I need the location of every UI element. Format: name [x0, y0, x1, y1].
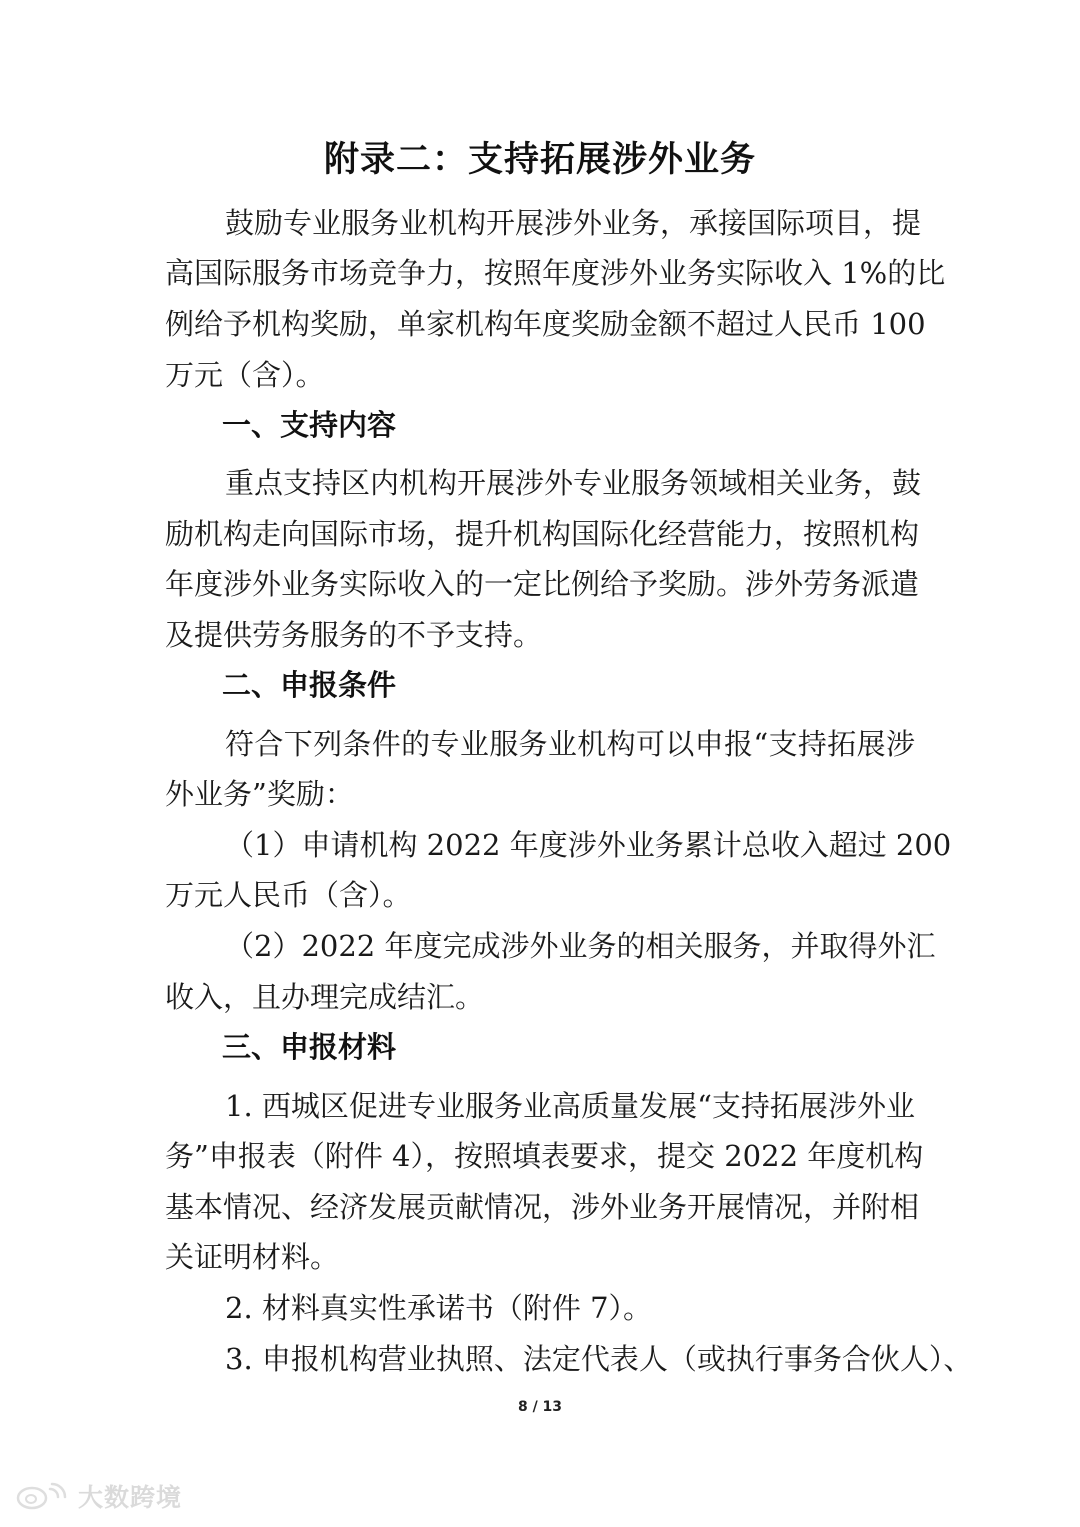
section1-line-1: 重点支持区内机构开展涉外专业服务领域相关业务，鼓 — [225, 466, 922, 500]
section2-line-5: （2）2022 年度完成涉外业务的相关服务，并取得外汇 — [225, 929, 936, 963]
intro-line-1: 鼓励专业服务业机构开展涉外业务，承接国际项目，提 — [225, 206, 922, 240]
section3-line-4: 关证明材料。 — [165, 1240, 340, 1274]
intro-line-4: 万元（含）。 — [165, 358, 325, 392]
watermark — [14, 1478, 182, 1514]
section2-line-2: 外业务”奖励： — [165, 777, 354, 811]
section-heading-1: 一、支持内容 — [222, 408, 397, 442]
page-number: 8 / 13 — [517, 1399, 563, 1415]
section1-line-4: 及提供劳务服务的不予支持。 — [165, 618, 543, 652]
section3-line-2: 务”申报表（附件 4），按照填表要求，提交 2022 年度机构 — [165, 1139, 924, 1173]
section2-line-6: 收入，且办理完成结汇。 — [165, 980, 485, 1014]
section2-line-3: （1）申请机构 2022 年度涉外业务累计总收入超过 200 — [225, 828, 952, 862]
section-heading-2: 二、申报条件 — [222, 668, 397, 702]
section3-line-5: 2. 材料真实性承诺书（附件 7）。 — [225, 1291, 653, 1325]
section2-line-1: 符合下列条件的专业服务业机构可以申报“支持拓展涉 — [225, 727, 915, 761]
section2-line-4: 万元人民币（含）。 — [165, 878, 412, 912]
intro-line-2: 高国际服务市场竞争力，按照年度涉外业务实际收入 1%的比 — [165, 256, 946, 290]
section1-line-3: 年度涉外业务实际收入的一定比例给予奖励。涉外劳务派遣 — [165, 567, 920, 601]
watermark-text: 大数跨境 — [78, 1483, 183, 1512]
weibo-logo-icon — [14, 1481, 70, 1511]
intro-line-3: 例给予机构奖励，单家机构年度奖励金额不超过人民币 100 — [165, 307, 926, 341]
section3-line-6: 3. 申报机构营业执照、法定代表人（或执行事务合伙人）、 — [225, 1342, 973, 1376]
section3-line-3: 基本情况、经济发展贡献情况，涉外业务开展情况，并附相 — [165, 1190, 920, 1224]
section3-line-1: 1. 西城区促进专业服务业高质量发展“支持拓展涉外业 — [225, 1089, 915, 1123]
page-title: 附录二：支持拓展涉外业务 — [323, 140, 756, 180]
section1-line-2: 励机构走向国际市场，提升机构国际化经营能力，按照机构 — [165, 517, 920, 551]
section-heading-3: 三、申报材料 — [222, 1030, 397, 1064]
